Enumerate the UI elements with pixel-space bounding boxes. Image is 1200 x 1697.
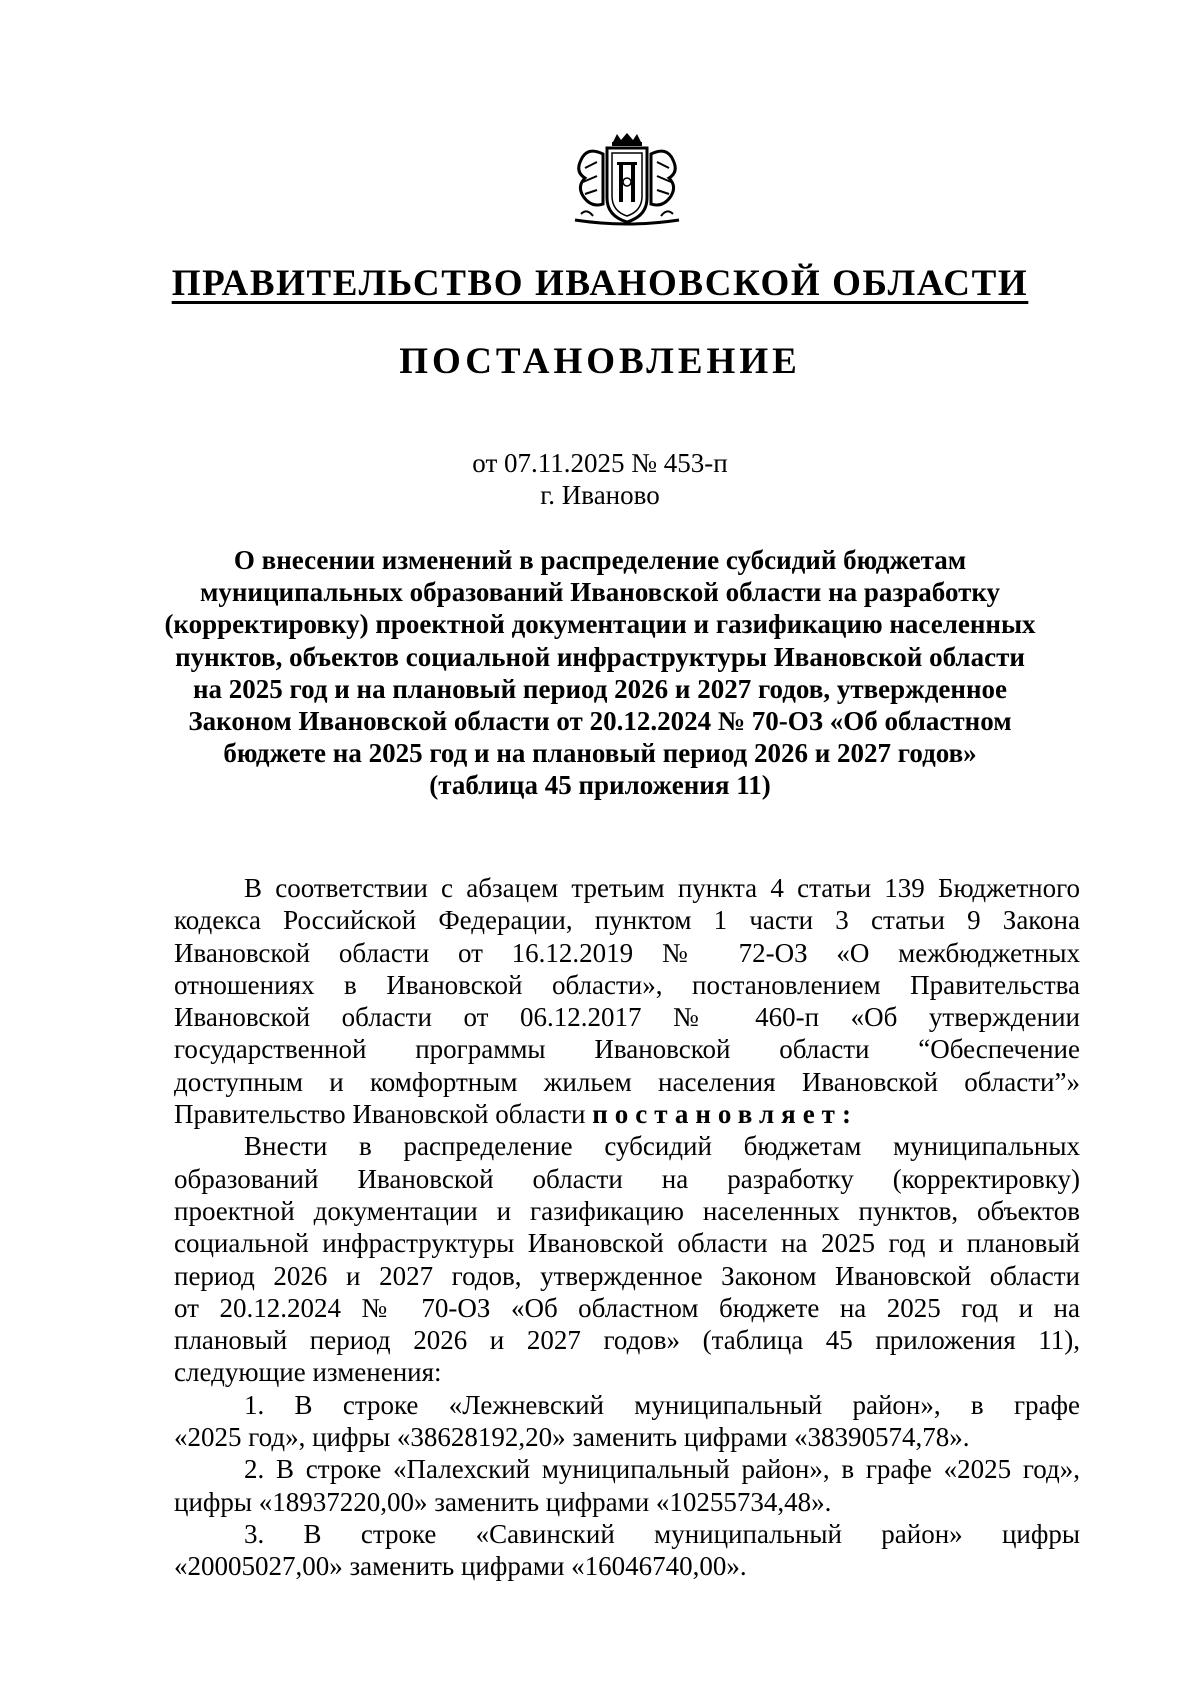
item-line: 3. В строке «Савинский муниципальный район» цифры xyxy=(244,1518,1080,1549)
preamble-line: Ивановской области от 16.12.2019 № 72-ОЗ «О межбюджетных xyxy=(174,937,1080,968)
subject-line: на 2025 год и на плановый период 2026 и 2027 годов, утвержденное xyxy=(192,673,1008,704)
document-date-number: от 07.11.2025 № 453-п xyxy=(472,448,728,478)
preamble-line: В соответствии с абзацем третьим пункта 4 статьи 139 Бюджетного xyxy=(244,873,1080,903)
item-line: 1. В строке «Лежневский муниципальный район», в графе xyxy=(244,1389,1080,1420)
preamble-line: отношениях в Ивановской области», постановлением Правительства xyxy=(174,969,1080,1000)
main-line: образований Ивановской области на разработку (корректировку) xyxy=(174,1163,1080,1194)
main-line: Внести в распределение субсидий бюджетам муниципальных xyxy=(244,1131,1080,1162)
subject-line: муниципальных образований Ивановской области на разработку xyxy=(199,577,1001,608)
preamble-line: государственной программы Ивановской области “Обеспечение xyxy=(174,1034,1080,1065)
main-line: от 20.12.2024 № 70-ОЗ «Об областном бюджете на 2025 год и на xyxy=(174,1292,1080,1323)
subject-line: (корректировку) проектной документации и газификацию населенных xyxy=(164,609,1036,640)
item-line: 2. В строке «Палехский муниципальный район», в графе «2025 год», xyxy=(244,1454,1080,1485)
document-type: ПОСТАНОВЛЕНИЕ xyxy=(399,341,801,382)
item-line: «2025 год», цифры «38628192,20» заменить цифрами «38390574,78». xyxy=(174,1422,970,1453)
preamble-line: Ивановской области от 06.12.2017 № 460-п «Об утверждении xyxy=(174,1002,1080,1033)
document-subject xyxy=(160,544,1040,802)
document-body xyxy=(174,872,1080,1583)
organization-title: ПРАВИТЕЛЬСТВО ИВАНОВСКОЙ ОБЛАСТИ xyxy=(171,263,1029,304)
preamble-line: доступным и комфортным жильем населения Ивановской области”» xyxy=(174,1066,1080,1097)
main-line: проектной документации и газификацию населенных пунктов, объектов xyxy=(174,1195,1080,1226)
document-city: г. Иваново xyxy=(540,480,660,510)
decree-word: постановляет: xyxy=(592,1099,858,1130)
subject-line: пунктов, объектов социальной инфраструктуры Ивановской области xyxy=(175,641,1025,672)
main-line: период 2026 и 2027 годов, утвержденное Законом Ивановской области xyxy=(174,1260,1080,1291)
preamble-last-line xyxy=(174,1098,1080,1130)
main-line: социальной инфраструктуры Ивановской области на 2025 год и плановый xyxy=(174,1228,1080,1259)
item-line: цифры «18937220,00» заменить цифрами «10255734,48». xyxy=(174,1486,832,1517)
subject-line: (таблица 45 приложения 11) xyxy=(429,770,771,801)
coat-of-arms-icon xyxy=(557,132,697,228)
main-line: плановый период 2026 и 2027 годов» (таблица 45 приложения 11), xyxy=(174,1325,1080,1356)
subject-line: бюджете на 2025 год и на плановый период 2026 и 2027 годов» xyxy=(223,738,977,769)
subject-line: Законом Ивановской области от 20.12.2024 № 70-ОЗ «Об областном xyxy=(188,706,1012,737)
preamble-line: кодекса Российской Федерации, пунктом 1 части 3 статьи 9 Закона xyxy=(174,905,1080,936)
preamble-last-text: Правительство Ивановской области xyxy=(174,1099,586,1130)
subject-line: О внесении изменений в распределение субсидий бюджетам xyxy=(233,545,967,575)
item-line: «20005027,00» заменить цифрами «16046740,00». xyxy=(174,1551,747,1582)
main-last-line: следующие изменения: xyxy=(174,1357,442,1388)
